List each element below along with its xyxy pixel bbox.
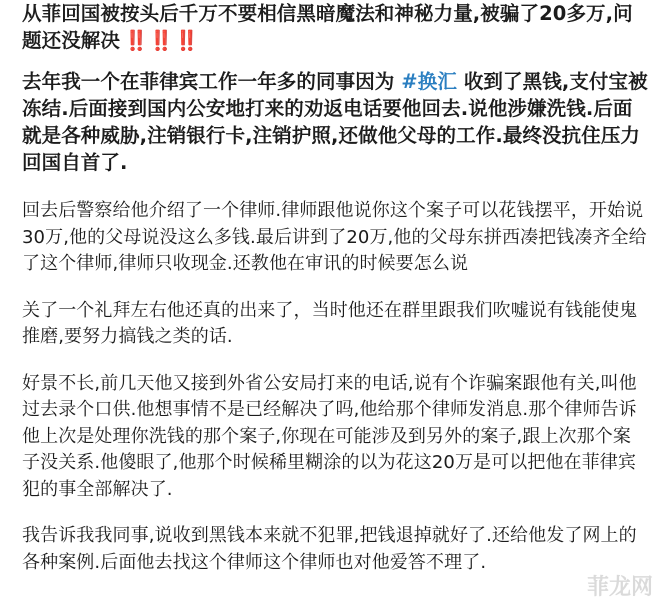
post-title-text: 从菲回国被按头后千万不要相信黑暗魔法和神秘力量,被骗了20多万,问题还没解决 xyxy=(22,2,633,52)
hashtag-link[interactable]: #换汇 xyxy=(401,70,457,93)
body-paragraph-1: 回去后警察给他介绍了一个律师.律师跟他说你这个案子可以花钱摆平，开始说30万,他的父母说没这么多钱.最后讲到了20万,他的父母东拼西凑把钱凑齐全给了这个律师,律师只收现金.还教他在审讯的时候要怎么说 xyxy=(22,200,647,274)
body-paragraph-2: 关了一个礼拜左右他还真的出来了，当时他还在群里跟我们吹嘘说有钱能使鬼推磨,要努力搞钱之类的话. xyxy=(22,299,638,347)
site-watermark: 菲龙网 xyxy=(586,575,653,600)
post-title xyxy=(22,0,649,54)
intro-text-after: 收到了黑钱,支付宝被冻结.后面接到国内公安地打来的劝返电话要他回去.说他涉嫌洗钱.后面就是各种威胁,注销银行卡,注销护照,还做他父母的工作.最终没抗住压力回国自首了. xyxy=(22,70,648,174)
intro-text-before: 去年我一个在菲律宾工作一年多的同事因为 xyxy=(22,70,402,93)
body-paragraph-4: 我告诉我我同事,说收到黑钱本来就不犯罪,把钱退掉就好了.还给他发了网上的各种案例.后面他去找这个律师这个律师也对他爱答不理了. xyxy=(22,525,637,573)
double-exclamation-icon: ‼️‼️‼️ xyxy=(124,29,200,52)
body-paragraph-3: 好景不长,前几天他又接到外省公安局打来的电话,说有个诈骗案跟他有关,叫他过去录个口供.他想事情不是已经解决了吗,他给那个律师发消息.那个律师告诉他上次是处理你洗钱的那个案子,你现在可能涉及到另外的案子,跟上次那个案子没关系.他傻眼了,他那个时候稀里糊涂的以为花这20万是可以把他在菲律宾犯的事全部解决了. xyxy=(22,372,637,500)
intro-paragraph xyxy=(22,68,649,176)
